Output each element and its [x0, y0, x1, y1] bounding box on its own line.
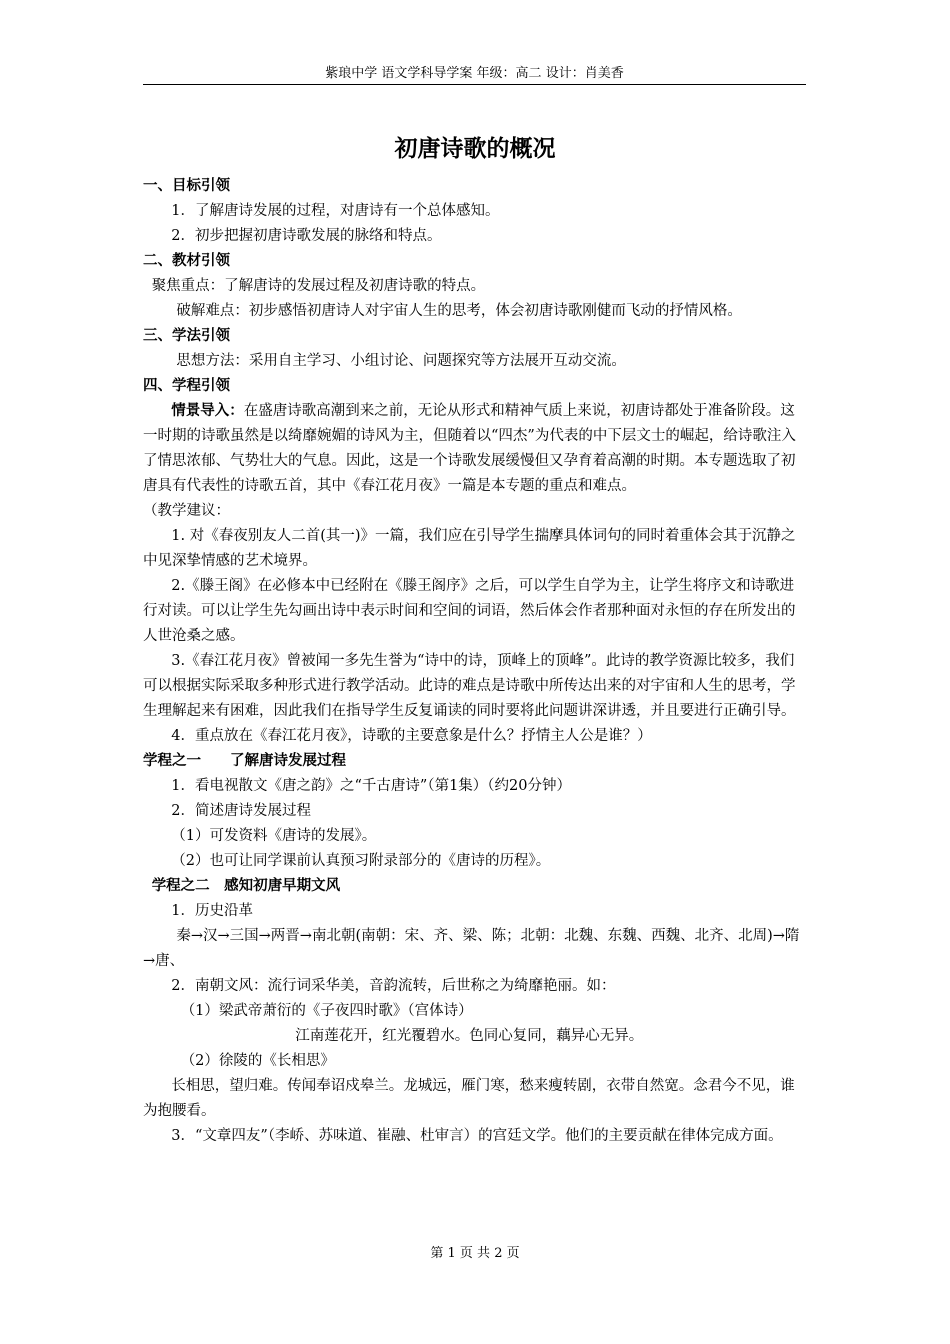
suggestion-4: 4．重点放在《春江花月夜》，诗歌的主要意象是什么？抒情主人公是谁？）: [171, 728, 652, 744]
materials-difficulty: 破解难点：初步感悟初唐诗人对宇宙人生的思考，体会初唐诗歌刚健而飞动的抒情风格。: [176, 303, 742, 319]
step2-item-2b: （2）徐陵的《长相思》: [180, 1053, 335, 1069]
step2-history-text: 秦→汉→三国→两晋→南北朝(南朝：宋、齐、梁、陈；北朝：北魏、东魏、西魏、北齐、北周)→隋→唐、: [143, 928, 800, 969]
page-header: 紫琅中学 语文学科导学案 年级：高二 设计：肖美香: [325, 66, 624, 81]
section-heading-materials: 二、教材引领: [143, 253, 230, 269]
learning-step-2-heading: 学程之二 感知初唐早期文风: [151, 878, 341, 894]
intro-text: 在盛唐诗歌高潮到来之前，无论从形式和精神气质上来说，初唐诗都处于准备阶段。这一时期的诗歌虽然是以绮靡婉媚的诗风为主，但随着以“四杰”为代表的中下层文士的崛起，给诗歌注入了情思浓郁、气势壮大的气息。因此，这是一个诗歌发展缓慢但又孕育着高潮的时期。本专题选取了初唐具有代表性的诗歌五首，其中《春江花月夜》一篇是本专题的重点和难点。: [143, 403, 796, 494]
document-body: [143, 174, 807, 1149]
teaching-suggestion-label: （教学建议：: [143, 503, 230, 519]
goal-item-2: 2．初步把握初唐诗歌发展的脉络和特点。: [171, 228, 442, 244]
step1-item-2b: （2）也可让同学课前认真预习附录部分的《唐诗的历程》。: [171, 853, 551, 869]
suggestion-3: 3.《春江花月夜》曾被闻一多先生誉为“诗中的诗，顶峰上的顶峰”。此诗的教学资源比较多，我们可以根据实际采取多种形式进行教学活动。此诗的难点是诗歌中所传达出来的对宇宙和人生的思考，学生理解起来有困难，因此我们在指导学生反复诵读的同时要将此问题讲深讲透，并且要进行正确引导。: [143, 653, 796, 719]
step2-item-3: 3．“文章四友”（李峤、苏味道、崔融、杜审言）的宫廷文学。他们的主要贡献在律体完成方面。: [171, 1128, 783, 1144]
poem-changxiangsi: 长相思，望归难。传闻奉诏戍皋兰。龙城远，雁门寒，愁来瘦转剧，衣带自然宽。念君今不见，谁为抱腰看。: [143, 1078, 795, 1119]
section-heading-methods: 三、学法引领: [143, 328, 230, 344]
learning-step-1-heading: 学程之一 了解唐诗发展过程: [143, 753, 346, 769]
step2-item-1: 1．历史沿革: [171, 903, 253, 919]
section-heading-goals: 一、目标引领: [143, 178, 230, 194]
poem-ziye: 江南莲花开，红光覆碧水。色同心复同，藕异心无异。: [295, 1028, 644, 1044]
step2-item-2: 2．南朝文风：流行词采华美，音韵流转，后世称之为绮靡艳丽。如：: [171, 978, 616, 994]
intro-paragraph: [143, 399, 807, 499]
page-title: 初唐诗歌的概况: [394, 136, 556, 162]
goal-item-1: 1．了解唐诗发展的过程，对唐诗有一个总体感知。: [171, 203, 500, 219]
step1-item-2a: （1）可发资料《唐诗的发展》。: [171, 828, 377, 844]
materials-focus: 聚焦重点：了解唐诗的发展过程及初唐诗歌的特点。: [151, 278, 486, 294]
page-footer: 第 1 页 共 2 页: [430, 1246, 520, 1261]
methods-text: 思想方法：采用自主学习、小组讨论、问题探究等方法展开互动交流。: [176, 353, 626, 369]
intro-label: 情景导入：: [171, 403, 244, 419]
suggestion-1: 1. 对《春夜别友人二首(其一)》一篇，我们应在引导学生揣摩具体词句的同时着重体会其于沉静之中见深挚情感的艺术境界。: [143, 528, 796, 569]
step2-item-2a: （1）梁武帝萧衍的《子夜四时歌》（宫体诗）: [180, 1003, 473, 1019]
step1-item-1: 1．看电视散文《唐之韵》之“千古唐诗”（第1集）（约20分钟）: [171, 778, 571, 794]
section-heading-process: 四、学程引领: [143, 378, 230, 394]
step1-item-2: 2．简述唐诗发展过程: [171, 803, 311, 819]
header-rule: [143, 84, 806, 85]
suggestion-2: 2.《滕王阁》在必修本中已经附在《滕王阁序》之后，可以学生自学为主，让学生将序文和诗歌进行对读。可以让学生先勾画出诗中表示时间和空间的词语，然后体会作者那种面对永恒的存在所发出的人世沧桑之感。: [143, 578, 796, 644]
